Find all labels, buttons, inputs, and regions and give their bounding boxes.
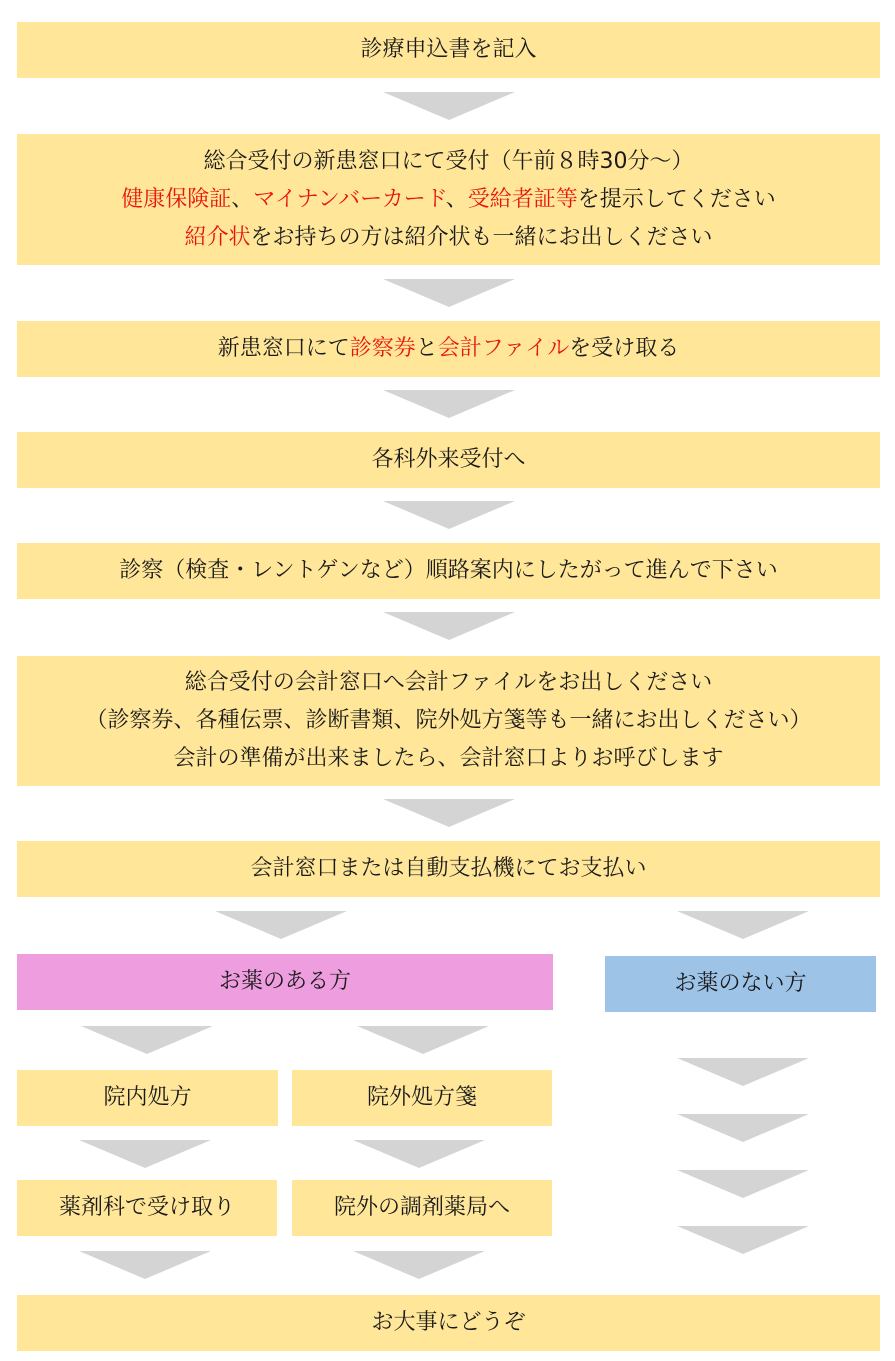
reception-line-1: 総合受付の新患窓口にて受付（午前８時30分～）	[203, 148, 694, 174]
in-hospital-prescription-box	[17, 1070, 278, 1126]
with-medicine-label: お薬のある方	[218, 969, 351, 994]
flow-arrow	[677, 1226, 809, 1254]
take-care-label: お大事にどうぞ	[371, 1310, 526, 1335]
pharmacy-pickup-box	[17, 1180, 277, 1236]
step-receive-card	[17, 321, 880, 377]
step-take-care	[17, 1295, 880, 1351]
flow-arrow	[677, 1114, 809, 1142]
step-fill-application-label: 診療申込書を記入	[360, 37, 537, 62]
reception-line-2: 健康保険証、マイナンバーカード、受給者証等を提示してください	[121, 186, 776, 212]
accounting-line-2: （診察券、各種伝票、診断書類、院外処方箋等も一緒にお出しください）	[85, 708, 812, 733]
flow-arrow	[353, 1140, 485, 1168]
flow-arrow	[357, 1026, 489, 1054]
outside-prescription-label: 院外処方箋	[366, 1085, 477, 1110]
referral-letter-text: 紹介状	[184, 224, 251, 250]
step-payment	[17, 841, 880, 897]
recipient-certificate-text: 受給者証等	[467, 186, 578, 212]
without-medicine-label: お薬のない方	[674, 971, 807, 996]
outside-prescription-box	[292, 1070, 552, 1126]
accounting-line-1: 総合受付の会計窓口へ会計ファイルをお出しください	[184, 670, 713, 695]
insurance-card-text: 健康保険証	[121, 186, 232, 212]
flow-arrow	[383, 501, 515, 529]
step-accounting-submit	[17, 656, 880, 786]
step-examination	[17, 543, 880, 599]
my-number-card-text: マイナンバーカード	[253, 186, 446, 212]
examination-label: 診察（検査・レントゲンなど）順路案内にしたがって進んで下さい	[119, 558, 778, 583]
flow-arrow	[677, 1058, 809, 1086]
step-fill-application	[17, 22, 880, 78]
receive-card-line: 新患窓口にて診察券と会計ファイルを受け取る	[217, 336, 680, 361]
outside-pharmacy-box	[292, 1180, 552, 1236]
flow-arrow	[383, 612, 515, 640]
flow-arrow	[383, 799, 515, 827]
with-medicine-box	[17, 954, 553, 1010]
payment-label: 会計窓口または自動支払機にてお支払い	[250, 856, 647, 881]
flow-arrow	[383, 92, 515, 120]
without-medicine-box	[605, 956, 876, 1012]
step-department-reception	[17, 432, 880, 488]
flow-arrow	[383, 279, 515, 307]
flow-arrow	[79, 1251, 211, 1279]
reception-line-3: 紹介状をお持ちの方は紹介状も一緒にお出しください	[184, 224, 713, 250]
exam-card-text: 診察券	[349, 336, 416, 361]
pharmacy-pickup-label: 薬剤科で受け取り	[58, 1195, 235, 1220]
flow-arrow	[215, 911, 347, 939]
accounting-file-text: 会計ファイル	[437, 336, 570, 361]
in-hospital-prescription-label: 院内処方	[103, 1085, 192, 1110]
flow-arrow	[677, 1170, 809, 1198]
flow-arrow	[353, 1251, 485, 1279]
department-reception-label: 各科外来受付へ	[371, 447, 526, 472]
flow-arrow	[677, 911, 809, 939]
flow-arrow	[79, 1140, 211, 1168]
flow-arrow	[81, 1026, 213, 1054]
outside-pharmacy-label: 院外の調剤薬局へ	[333, 1195, 510, 1220]
flow-arrow	[383, 390, 515, 418]
accounting-line-3: 会計の準備が出来ましたら、会計窓口よりお呼びします	[173, 746, 724, 771]
step-reception	[17, 134, 880, 265]
